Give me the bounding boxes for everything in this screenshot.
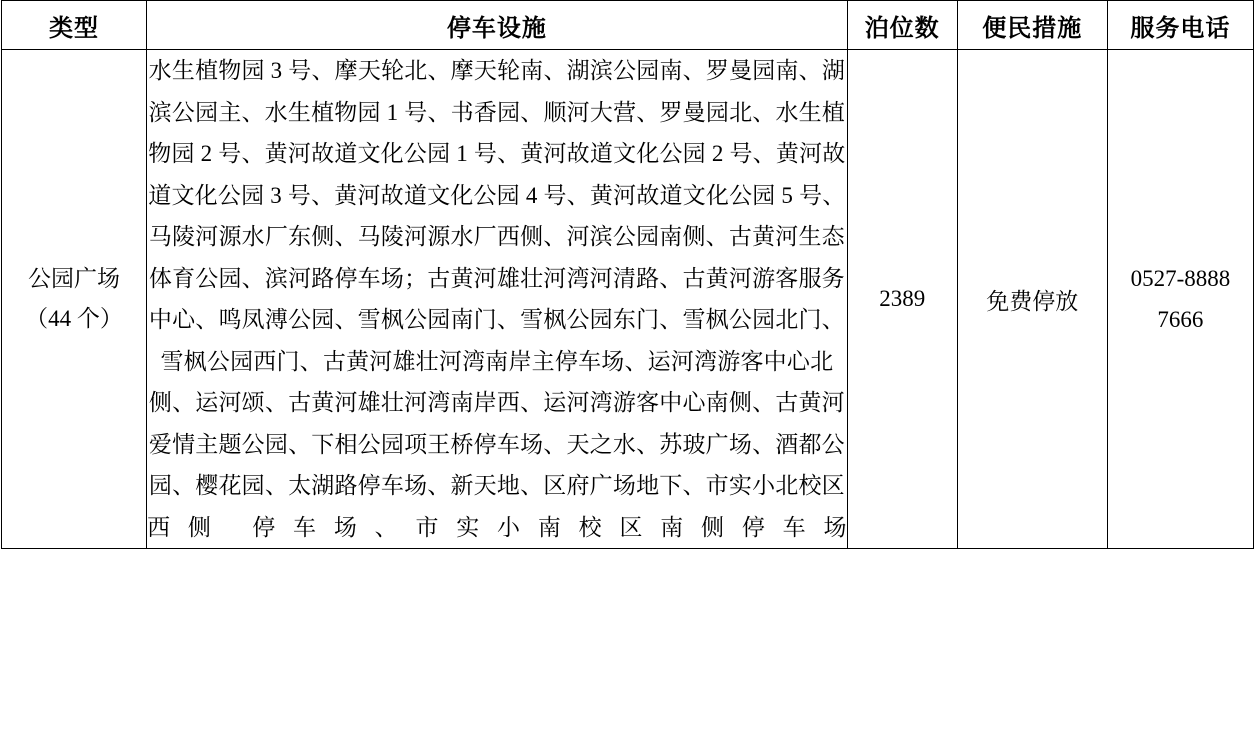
column-header-spaces: 泊位数 [847,1,957,50]
cell-phone [1107,50,1253,549]
cell-type [2,50,147,549]
column-header-measures: 便民措施 [957,1,1107,50]
phone-line-2: 7666 [1157,307,1204,332]
table-header-row [2,1,1254,50]
column-header-type: 类型 [2,1,147,50]
cell-facilities: 水生植物园 3 号、摩天轮北、摩天轮南、湖滨公园南、罗曼园南、湖滨公园主、水生植物园 1 号、书香园、顺河大营、罗曼园北、水生植物园 2 号、黄河故道文化公园 1 号、黄河故道文化公园 2 号、黄河故道文化公园 3 号、黄河故道文化公园 4 号、黄河故道文化公园 5 号、马陵河源水厂东侧、马陵河源水厂西侧、河滨公园南侧、古黄河生态体育公园、滨河路停车场；古黄河雄壮河湾河清路、古黄河游客服务中心、鸣凤溥公园、雪枫公园南门、雪枫公园东门、雪枫公园北门、雪枫公园西门、古黄河雄壮河湾南岸主停车场、运河湾游客中心北侧、运河颂、古黄河雄壮河湾南岸西、运河湾游客中心南侧、古黄河爱情主题公园、下相公园项王桥停车场、天之水、苏玻广场、酒都公园、樱花园、太湖路停车场、新天地、区府广场地下、市实小北校区西侧 停车场、市实小南校区南侧停车场 [147,50,848,549]
parking-facilities-table [1,0,1254,549]
cell-spaces: 2389 [847,50,957,549]
table-row [2,50,1254,549]
table-header [2,1,1254,50]
type-name: 公园广场 [28,266,121,291]
type-count: （44 个） [25,306,123,331]
cell-measures: 免费停放 [957,50,1107,549]
column-header-phone: 服务电话 [1107,1,1253,50]
table-body [2,50,1254,549]
phone-line-1: 0527-8888 [1130,266,1231,291]
column-header-facility: 停车设施 [147,1,848,50]
